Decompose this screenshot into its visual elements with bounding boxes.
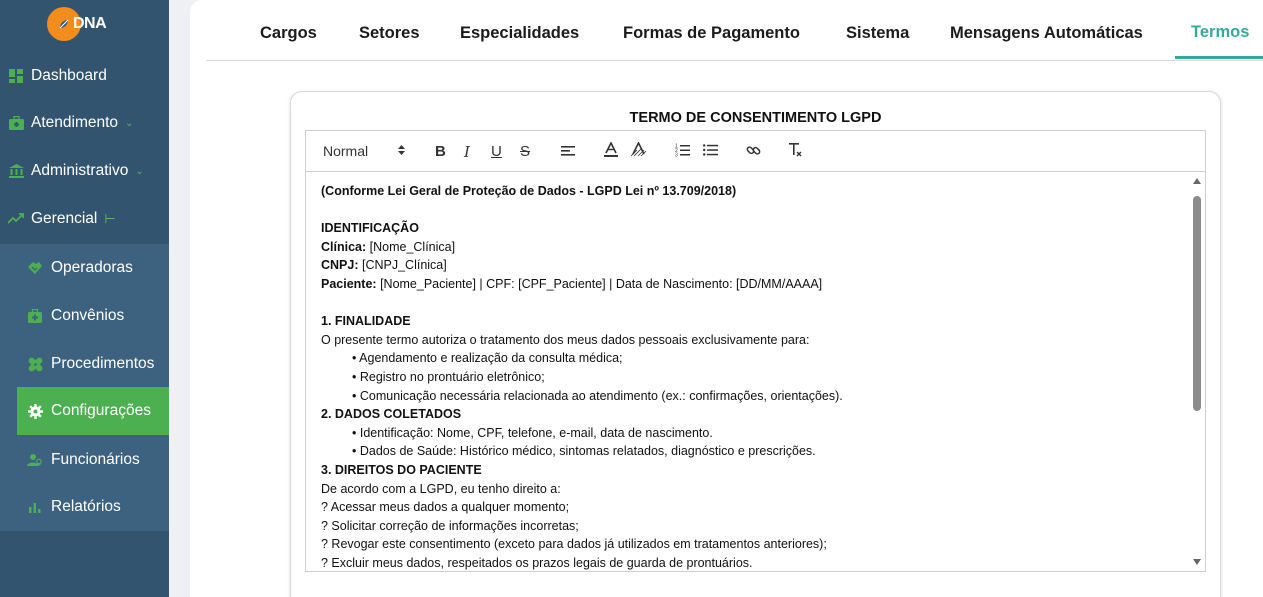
svg-text:3: 3 bbox=[675, 152, 678, 157]
sidebar-item-label: Dashboard bbox=[31, 67, 107, 84]
main-panel bbox=[190, 0, 1263, 597]
tab-termos[interactable]: Termos bbox=[1191, 23, 1250, 41]
users-icon bbox=[27, 452, 43, 468]
sidebar bbox=[0, 0, 169, 597]
bullet-list-icon[interactable] bbox=[703, 144, 718, 156]
chevron-collapse-icon[interactable]: ⊢ bbox=[104, 211, 116, 226]
briefcase-icon bbox=[8, 115, 24, 131]
link-icon[interactable] bbox=[746, 143, 761, 158]
trend-icon bbox=[8, 211, 24, 227]
tab-setores[interactable]: Setores bbox=[359, 24, 420, 42]
list-item: • Dados de Saúde: Histórico médico, sintomas relatados, diagnóstico e prescrições. bbox=[352, 444, 816, 459]
list-item: ? Acessar meus dados a qualquer momento; bbox=[321, 500, 570, 515]
sidebar-item-gerencial[interactable] bbox=[0, 197, 169, 241]
sidebar-item-operadoras[interactable] bbox=[17, 244, 169, 292]
strikethrough-icon[interactable]: S bbox=[520, 143, 531, 160]
gerencial-submenu bbox=[0, 244, 169, 531]
list-item: ? Revogar este consentimento (exceto para dados já utilizados em tratamentos anteriores); bbox=[321, 537, 827, 552]
sidebar-item-label: Gerencial bbox=[31, 210, 98, 227]
scrollbar-thumb[interactable] bbox=[1193, 196, 1201, 411]
bandage-icon bbox=[27, 356, 43, 372]
align-left-icon[interactable] bbox=[561, 145, 575, 157]
tab-sistema[interactable]: Sistema bbox=[846, 24, 910, 42]
sidebar-item-relatorios[interactable] bbox=[17, 483, 169, 531]
scroll-up-icon[interactable] bbox=[1193, 178, 1201, 184]
sidebar-item-label: Funcionários bbox=[51, 451, 140, 468]
underline-icon[interactable]: U bbox=[491, 143, 502, 160]
active-tab-indicator bbox=[1175, 56, 1263, 59]
tab-mensagens-automaticas[interactable]: Mensagens Automáticas bbox=[950, 24, 1143, 42]
sidebar-item-configuracoes[interactable] bbox=[17, 387, 169, 435]
editor-scrollbar[interactable] bbox=[1190, 172, 1205, 571]
text-color-icon[interactable] bbox=[604, 142, 618, 158]
sidebar-item-atendimento[interactable] bbox=[0, 101, 169, 145]
editor-content[interactable] bbox=[306, 172, 1190, 571]
background-color-icon[interactable] bbox=[631, 142, 646, 158]
sidebar-item-procedimentos[interactable] bbox=[17, 340, 169, 388]
list-item: • Comunicação necessária relacionada ao atendimento (ex.: confirmações, orientações). bbox=[352, 388, 843, 403]
dashboard-icon bbox=[8, 68, 24, 84]
sidebar-item-funcionarios[interactable] bbox=[17, 436, 169, 484]
tab-cargos[interactable]: Cargos bbox=[260, 24, 317, 42]
sidebar-item-label: Convênios bbox=[51, 307, 125, 324]
chevron-down-icon[interactable]: ⌄ bbox=[135, 165, 144, 177]
sidebar-item-dashboard[interactable] bbox=[0, 54, 169, 98]
clinic-line: Clínica: [Nome_Clínica] bbox=[321, 239, 456, 254]
list-item: • Registro no prontuário eletrônico; bbox=[352, 369, 545, 384]
sidebar-item-label: Atendimento bbox=[31, 114, 119, 131]
sidebar-item-label: Administrativo bbox=[31, 162, 129, 179]
chevron-down-icon[interactable]: ⌄ bbox=[125, 117, 134, 129]
handshake-icon bbox=[27, 260, 43, 276]
bold-icon[interactable]: B bbox=[435, 143, 446, 160]
section-1-heading: 1. FINALIDADE bbox=[321, 314, 411, 329]
patient-line: Paciente: [Nome_Paciente] | CPF: [CPF_Paciente] | Data de Nascimento: [DD/MM/AAAA] bbox=[321, 276, 823, 291]
svg-text:2: 2 bbox=[675, 148, 678, 154]
settings-tabs bbox=[206, 0, 1263, 61]
rich-text-editor[interactable] bbox=[305, 130, 1206, 572]
bar-chart-icon bbox=[27, 499, 43, 515]
identification-heading: IDENTIFICAÇÃO bbox=[321, 221, 419, 236]
format-select-arrows-icon[interactable] bbox=[398, 144, 405, 156]
scroll-down-icon[interactable] bbox=[1193, 559, 1201, 565]
sidebar-item-label: Relatórios bbox=[51, 498, 121, 515]
card-title: TERMO DE CONSENTIMENTO LGPD bbox=[629, 110, 882, 126]
format-select[interactable] bbox=[323, 143, 368, 159]
sidebar-item-convenios[interactable] bbox=[17, 292, 169, 340]
svg-text:1: 1 bbox=[675, 143, 678, 150]
list-item: ? Excluir meus dados, respeitados os prazos legais de guarda de prontuários. bbox=[321, 555, 753, 570]
logo-text: DNA bbox=[73, 15, 107, 32]
cnpj-line: CNPJ: [CNPJ_Clínica] bbox=[321, 258, 447, 273]
law-line: (Conforme Lei Geral de Proteção de Dados - LGPD Lei nº 13.709/2018) bbox=[321, 184, 737, 198]
app-logo[interactable] bbox=[47, 4, 106, 44]
list-item: • Agendamento e realização da consulta médica; bbox=[352, 351, 623, 366]
section-3-intro: De acordo com a LGPD, eu tenho direito a: bbox=[321, 481, 561, 496]
list-item: • Identificação: Nome, CPF, telefone, e-mail, data de nascimento. bbox=[352, 425, 713, 440]
sidebar-item-label: Configurações bbox=[51, 402, 151, 419]
tab-especialidades[interactable]: Especialidades bbox=[460, 24, 580, 42]
sidebar-item-administrativo[interactable] bbox=[0, 149, 169, 193]
clear-format-icon[interactable] bbox=[788, 142, 803, 158]
medical-bag-icon bbox=[27, 308, 43, 324]
bank-icon bbox=[8, 163, 24, 179]
sidebar-item-label: Operadoras bbox=[51, 259, 133, 276]
consent-term-card bbox=[290, 91, 1221, 597]
section-1-intro: O presente termo autoriza o tratamento dos meus dados pessoais exclusivamente para: bbox=[321, 332, 810, 347]
format-select-value: Normal bbox=[323, 143, 369, 159]
gear-icon bbox=[27, 403, 43, 419]
italic-icon[interactable]: I bbox=[464, 143, 470, 161]
section-2-heading: 2. DADOS COLETADOS bbox=[321, 407, 462, 422]
tab-formas-de-pagamento[interactable]: Formas de Pagamento bbox=[623, 24, 800, 42]
ordered-list-icon[interactable] bbox=[675, 143, 690, 157]
section-3-heading: 3. DIREITOS DO PACIENTE bbox=[321, 462, 482, 477]
editor-toolbar bbox=[306, 131, 1205, 172]
sidebar-item-label: Procedimentos bbox=[51, 355, 155, 372]
list-item: ? Solicitar correção de informações incorretas; bbox=[321, 518, 579, 533]
